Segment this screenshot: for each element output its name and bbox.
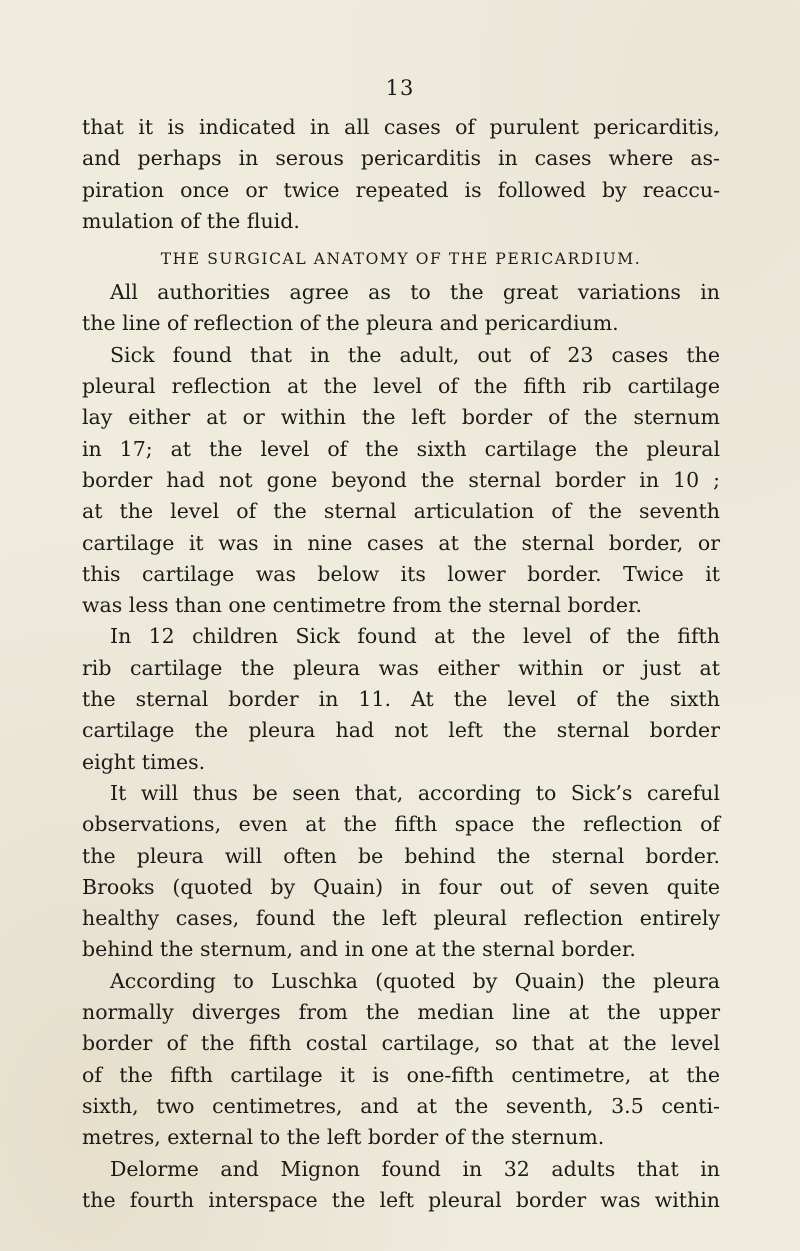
text-line: this cartilage was below its lower border. Twice it: [82, 561, 720, 586]
text-line: cartilage it was in nine cases at the sternal border, or: [82, 530, 720, 555]
text-line: behind the sternum, and in one at the sternal border.: [82, 937, 636, 962]
paragraph: [82, 966, 720, 1154]
text-line: pleural reflection at the level of the fifth rib cartilage: [82, 374, 720, 399]
text-line: All authorities agree as to the great variations in: [110, 280, 720, 305]
paragraph: [82, 621, 720, 777]
paragraph: [82, 340, 720, 622]
paragraph: [82, 778, 720, 966]
paragraph: [82, 277, 720, 340]
text-line: Brooks (quoted by Quain) in four out of seven quite: [82, 874, 720, 899]
text-line: In 12 children Sick found at the level of the fifth: [110, 624, 720, 649]
text-line: cartilage the pleura had not left the sternal border: [82, 718, 720, 743]
text-line: It will thus be seen that, according to Sick’s careful: [110, 780, 720, 805]
text-line: mulation of the fluid.: [82, 208, 300, 233]
text-line: the fourth interspace the left pleural border was within: [82, 1187, 720, 1212]
text-line: Sick found that in the adult, out of 23 cases the: [110, 342, 720, 367]
text-line: was less than one centimetre from the sternal border.: [82, 593, 643, 618]
text-line: Delorme and Mignon found in 32 adults that in: [110, 1156, 720, 1181]
text-line: the pleura will often be behind the sternal border.: [82, 843, 720, 868]
text-line: lay either at or within the left border of the sternum: [82, 405, 720, 430]
text-line: at the level of the sternal articulation of the seventh: [82, 499, 720, 524]
text-line: sixth, two centimetres, and at the seventh, 3.5 centi-: [82, 1093, 720, 1118]
text-line: in 17; at the level of the sixth cartilage the pleural: [82, 436, 720, 461]
text-line: that it is indicated in all cases of purulent pericarditis,: [82, 115, 720, 139]
text-line: the sternal border in 11. At the level of the sixth: [82, 687, 720, 712]
text-line: healthy cases, found the left pleural reflection entirely: [82, 906, 720, 931]
text-line: normally diverges from the median line at the upper: [82, 1000, 720, 1025]
text-line: and perhaps in serous pericarditis in cases where as-: [82, 146, 720, 171]
paragraph: [82, 1154, 720, 1217]
paragraph-intro: [82, 112, 720, 237]
text-line: the line of reflection of the pleura and pericardium.: [82, 311, 619, 336]
text-line: eight times.: [82, 749, 206, 774]
text-line: rib cartilage the pleura was either within or just at: [82, 655, 720, 680]
text-line: metres, external to the left border of the sternum.: [82, 1125, 605, 1150]
text-line: of the fifth cartilage it is one-fifth centimetre, at the: [82, 1062, 720, 1087]
text-line: piration once or twice repeated is followed by reaccu-: [82, 177, 720, 202]
text-line: observations, even at the fifth space the reflection of: [82, 812, 720, 837]
page-text: [82, 112, 720, 1216]
text-line: border of the fifth costal cartilage, so that at the level: [82, 1031, 720, 1056]
text-line: According to Luschka (quoted by Quain) the pleura: [110, 968, 720, 993]
page-number: 13: [385, 76, 415, 100]
section-heading: THE SURGICAL ANATOMY OF THE PERICARDIUM.: [160, 250, 642, 269]
text-line: border had not gone beyond the sternal border in 10 ;: [82, 467, 720, 492]
